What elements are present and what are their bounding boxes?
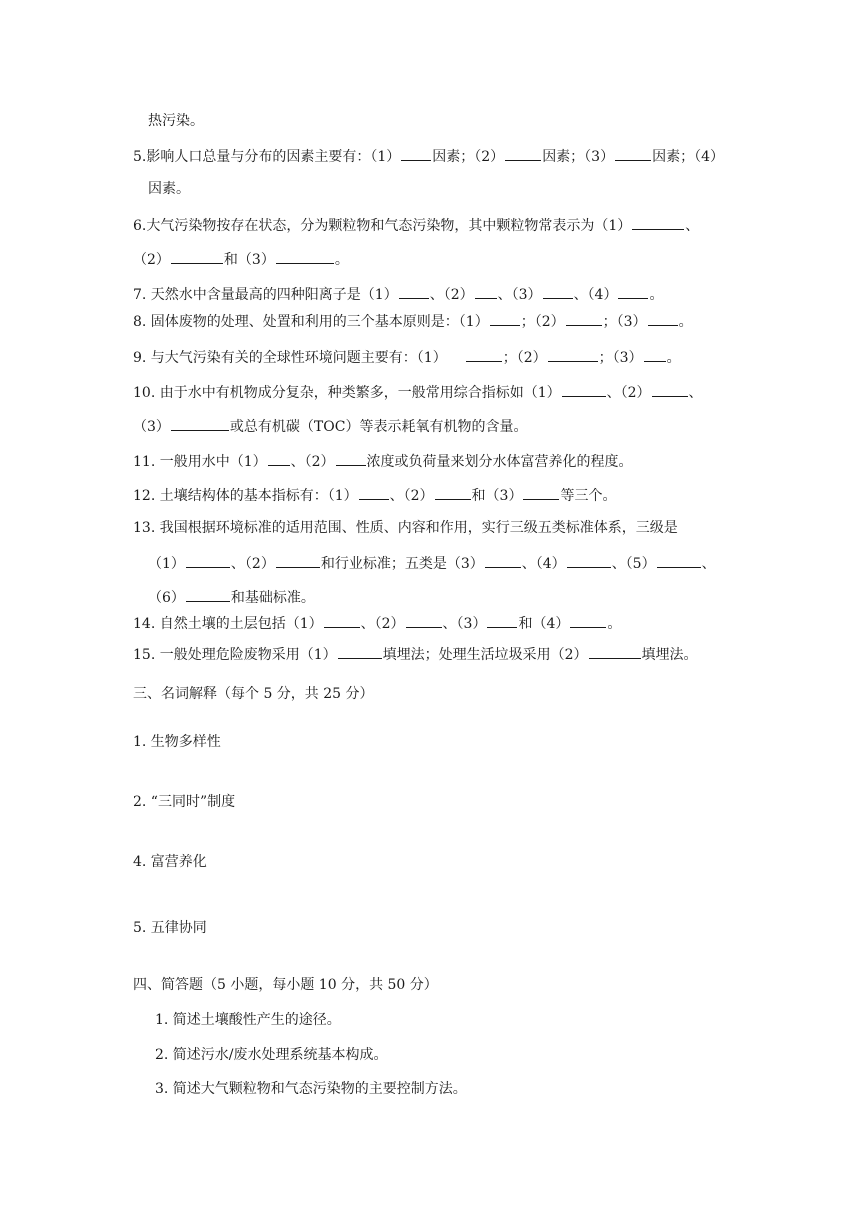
q6-text-1: 6.大气污染物按存在状态，分为颗粒物和气态污染物，其中颗粒物常表示为（1） <box>133 218 632 234</box>
q8-text-2: ；（2） <box>520 314 565 330</box>
q9-text-4: 。 <box>666 350 681 366</box>
q14-text-3: 、（3） <box>442 616 487 632</box>
q13-text-7: 、 <box>701 556 716 572</box>
q14-blank-2 <box>406 612 442 628</box>
q14-blank-4 <box>570 612 606 628</box>
q6-blank-3 <box>276 248 334 264</box>
q6-blank-1 <box>632 214 684 230</box>
q15-blank-1 <box>338 643 382 659</box>
q11-text-1: 11. 一般用水中（1） <box>133 454 267 470</box>
q9-text-3: ；（3） <box>598 350 643 366</box>
term-item <box>133 852 207 872</box>
term-item <box>133 732 221 752</box>
q5-text-3: 因素；（3） <box>542 149 615 165</box>
term-item <box>133 918 207 938</box>
q9-text-1: 9. 与大气污染有关的全球性环境问题主要有：（1） <box>133 350 447 366</box>
q7-text-2: 、（2） <box>429 287 474 303</box>
q12-blank-1 <box>359 484 389 500</box>
term-item-4: 5. 五律协同 <box>133 920 207 936</box>
q6-text-2: 、 <box>685 218 700 234</box>
question-13-cont-2 <box>148 586 315 606</box>
q13-blank-4 <box>567 552 611 568</box>
question-8 <box>133 310 693 330</box>
question-6-cont <box>133 248 349 268</box>
q13-text-4: 和行业标准；五类是（3） <box>320 556 484 572</box>
q11-text-2: 、（2） <box>290 454 335 470</box>
q15-blank-2 <box>589 643 641 659</box>
q15-text-1: 15. 一般处理危险废物采用（1） <box>133 647 337 663</box>
q13-text-6: 、（5） <box>611 556 656 572</box>
q9-blank-3 <box>644 346 666 362</box>
q14-text-1: 14. 自然土壤的土层包括（1） <box>133 616 323 632</box>
q8-text-1: 8. 固体废物的处理、处置和利用的三个基本原则是：（1） <box>133 314 489 330</box>
q10-text-5: 或总有机碳（TOC）等表示耗氧有机物的含量。 <box>229 419 528 435</box>
section-4-heading-text: 四、简答题（5 小题，每小题 10 分，共 50 分） <box>133 977 438 993</box>
q12-text-2: 、（2） <box>389 488 434 504</box>
q7-blank-4 <box>618 283 648 299</box>
q8-text-3: ；（3） <box>602 314 647 330</box>
question-12 <box>133 484 616 504</box>
q14-blank-3 <box>487 612 517 628</box>
q9-blank-1 <box>466 346 502 362</box>
q10-blank-2 <box>652 381 688 397</box>
q6-blank-2 <box>171 248 223 264</box>
question-11 <box>133 450 633 470</box>
short-answer-2: 2. 简述污水/废水处理系统基本构成。 <box>155 1047 388 1063</box>
q6-text-4: 和（3） <box>223 252 275 268</box>
q15-text-3: 填埋法。 <box>641 647 698 663</box>
section-4-heading <box>133 975 438 995</box>
section-3-heading-text: 三、名词解释（每个 5 分，共 25 分） <box>133 686 374 702</box>
q5-blank-2 <box>505 145 541 161</box>
q10-text-1: 10. 由于水中有机物成分复杂，种类繁多，一般常用综合指标如（1） <box>133 385 561 401</box>
short-answer-item <box>155 1010 341 1030</box>
q7-text-4: 、（4） <box>573 287 618 303</box>
q8-blank-1 <box>490 310 520 326</box>
q7-blank-1 <box>399 283 429 299</box>
term-item <box>133 792 235 812</box>
question-13 <box>133 518 678 538</box>
question-5-cont <box>148 179 190 199</box>
short-answer-item <box>155 1045 388 1065</box>
q9-text-2: ；（2） <box>502 350 547 366</box>
q15-text-2: 填埋法；处理生活垃圾采用（2） <box>382 647 588 663</box>
q12-text-3: 和（3） <box>471 488 523 504</box>
q5-text-4: 因素；（4） <box>652 149 725 165</box>
question-6 <box>133 214 699 234</box>
q13-text-5: 、（4） <box>521 556 566 572</box>
q7-text-5: 。 <box>649 287 664 303</box>
q13-text-8: （6） <box>148 590 185 606</box>
term-item-3: 4. 富营养化 <box>133 854 207 870</box>
q8-blank-2 <box>566 310 602 326</box>
q13-text-2: （1） <box>148 556 185 572</box>
q12-blank-2 <box>435 484 471 500</box>
q13-blank-3 <box>485 552 521 568</box>
q5-text-5: 因素。 <box>148 181 190 197</box>
term-item-1: 1. 生物多样性 <box>133 734 221 750</box>
q5-text-1: 5.影响人口总量与分布的因素主要有：（1） <box>133 149 401 165</box>
q4-continuation <box>148 111 204 131</box>
q11-blank-2 <box>336 450 366 466</box>
term-item-2: 2. “三同时”制度 <box>133 794 236 810</box>
q7-blank-2 <box>475 283 497 299</box>
q10-text-3: 、 <box>688 385 703 401</box>
q14-text-2: 、（2） <box>360 616 405 632</box>
q13-blank-1 <box>186 552 230 568</box>
q9-blank-2 <box>548 346 598 362</box>
q5-blank-1 <box>401 145 431 161</box>
short-answer-3: 3. 简述大气颗粒物和气态污染物的主要控制方法。 <box>155 1081 467 1097</box>
q13-blank-6 <box>186 586 230 602</box>
q10-blank-3 <box>171 415 229 431</box>
q10-blank-1 <box>562 381 606 397</box>
q4-continuation-text: 热污染。 <box>148 113 204 129</box>
q14-text-4: 和（4） <box>518 616 570 632</box>
q11-text-3: 浓度或负荷量来划分水体富营养化的程度。 <box>366 454 633 470</box>
q10-text-4: （3） <box>133 419 170 435</box>
question-13-cont-1 <box>148 552 716 572</box>
q13-blank-5 <box>657 552 701 568</box>
question-9 <box>133 346 681 366</box>
q8-blank-3 <box>648 310 678 326</box>
q5-text-2: 因素；（2） <box>432 149 505 165</box>
question-10 <box>133 381 703 401</box>
section-3-heading <box>133 684 374 704</box>
q14-blank-1 <box>324 612 360 628</box>
question-7 <box>133 283 663 303</box>
q5-blank-3 <box>615 145 651 161</box>
q13-text-1: 13. 我国根据环境标准的适用范围、性质、内容和作用，实行三级五类标准体系，三级是 <box>133 520 678 536</box>
q6-text-3: （2） <box>133 252 170 268</box>
q8-text-4: 。 <box>678 314 693 330</box>
q13-blank-2 <box>276 552 320 568</box>
q10-text-2: 、（2） <box>606 385 651 401</box>
q7-text-1: 7. 天然水中含量最高的四种阳离子是（1） <box>133 287 398 303</box>
short-answer-1: 1. 简述土壤酸性产生的途径。 <box>155 1012 341 1028</box>
q6-text-5: 。 <box>334 252 349 268</box>
q14-text-5: 。 <box>607 616 622 632</box>
q12-blank-3 <box>523 484 559 500</box>
q12-text-4: 等三个。 <box>560 488 617 504</box>
question-5 <box>133 145 724 165</box>
short-answer-item <box>155 1079 467 1099</box>
q12-text-1: 12. 土壤结构体的基本指标有：（1） <box>133 488 358 504</box>
question-14 <box>133 612 621 632</box>
q13-text-9: 和基础标准。 <box>230 590 315 606</box>
q13-text-3: 、（2） <box>230 556 275 572</box>
q11-blank-1 <box>268 450 290 466</box>
question-15 <box>133 643 698 663</box>
q7-text-3: 、（3） <box>497 287 542 303</box>
question-10-cont <box>133 415 527 435</box>
q7-blank-3 <box>543 283 573 299</box>
